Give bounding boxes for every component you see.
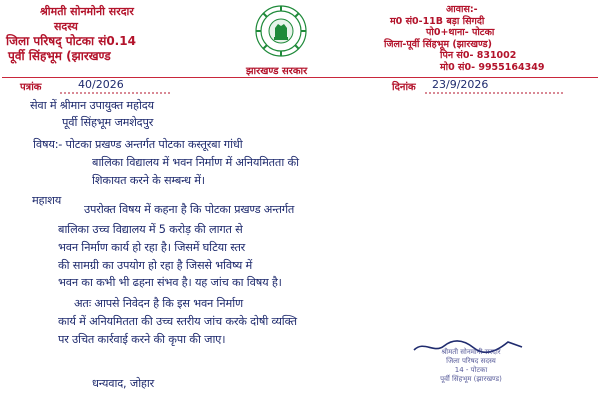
salutation: महाशय (32, 194, 62, 207)
body-line-3: भवन निर्माण कार्य हो रहा है। जिसमें घटिया स्तर (58, 241, 246, 254)
patrank-value: 40/2026 (78, 78, 124, 91)
subject-line-1: विषय:- पोटका प्रखण्ड अन्तर्गत पोटका कस्तूरबा गांधी (33, 138, 243, 151)
address-post: पो0+थाना- पोटका (426, 27, 495, 39)
patrank-label: पत्रांक (20, 82, 42, 93)
body-line-4: की सामग्री का उपयोग हो रहा है जिससे भविष्य में (58, 259, 253, 272)
body-line-5: भवन का कभी भी ढहना संभव है। यह जांच का विषय है। (58, 276, 282, 289)
subject-line-3: शिकायत करने के सम्बन्ध में। (92, 174, 205, 187)
member-name: श्रीमती सोनमोनी सरदार (40, 5, 134, 18)
subject-line-2: बालिका विद्यालय में भवन निर्माण में अनियमितता की (92, 156, 299, 169)
member-constituency: जिला परिषद् पोटका सं0.14 (6, 34, 136, 48)
dinank-value: 23/9/2026 (432, 78, 489, 91)
address-house: म0 सं0-11B बड़ा सिगदी (390, 15, 485, 27)
request-line-3: पर उचित कार्रवाई करने की कृपा की जाए। (58, 333, 226, 346)
member-district: पूर्वी सिंहभूम (झारखण्ड (8, 49, 111, 63)
stamp-line: जिला परिषद सदस्य (446, 357, 496, 365)
stamp-line: श्रीमती सोनमोनी सरदार (441, 348, 501, 356)
address-mobile: मो0 सं0- 9955164349 (440, 61, 545, 73)
closing: धन्यवाद, जोहार (92, 377, 155, 390)
request-line-2: कार्य में अनियमितता की उच्च स्तरीय जांच करके दोषी व्यक्ति (58, 315, 297, 328)
address-heading: आवास:- (446, 4, 478, 15)
address-pin: पिन सं0- 831002 (440, 50, 517, 62)
body-line-1: उपरोक्त विषय में कहना है कि पोटका प्रखण्ड अन्तर्गत (84, 203, 295, 216)
body-line-2: बालिका उच्च विद्यालय में 5 करोड़ की लागत से (58, 223, 243, 236)
government-label: झारखण्ड सरकार (246, 66, 308, 77)
stamp-line: 14 - पोटका (454, 366, 488, 374)
addressee-place: पूर्वी सिंहभूम जमशेदपुर (62, 116, 154, 129)
addressee-line: सेवा में श्रीमान उपायुक्त महोदय (30, 99, 154, 112)
member-designation: सदस्य (54, 20, 78, 33)
stamp-line: पूर्वी सिंहभूम (झारखण्ड) (440, 375, 502, 383)
request-line-1: अतः आपसे निवेदन है कि इस भवन निर्माण (74, 297, 243, 310)
official-stamp (416, 348, 526, 394)
dinank-label: दिनांक (392, 82, 416, 93)
address-district: जिला-पूर्वी सिंहभूम (झारखण्ड) (384, 38, 492, 50)
